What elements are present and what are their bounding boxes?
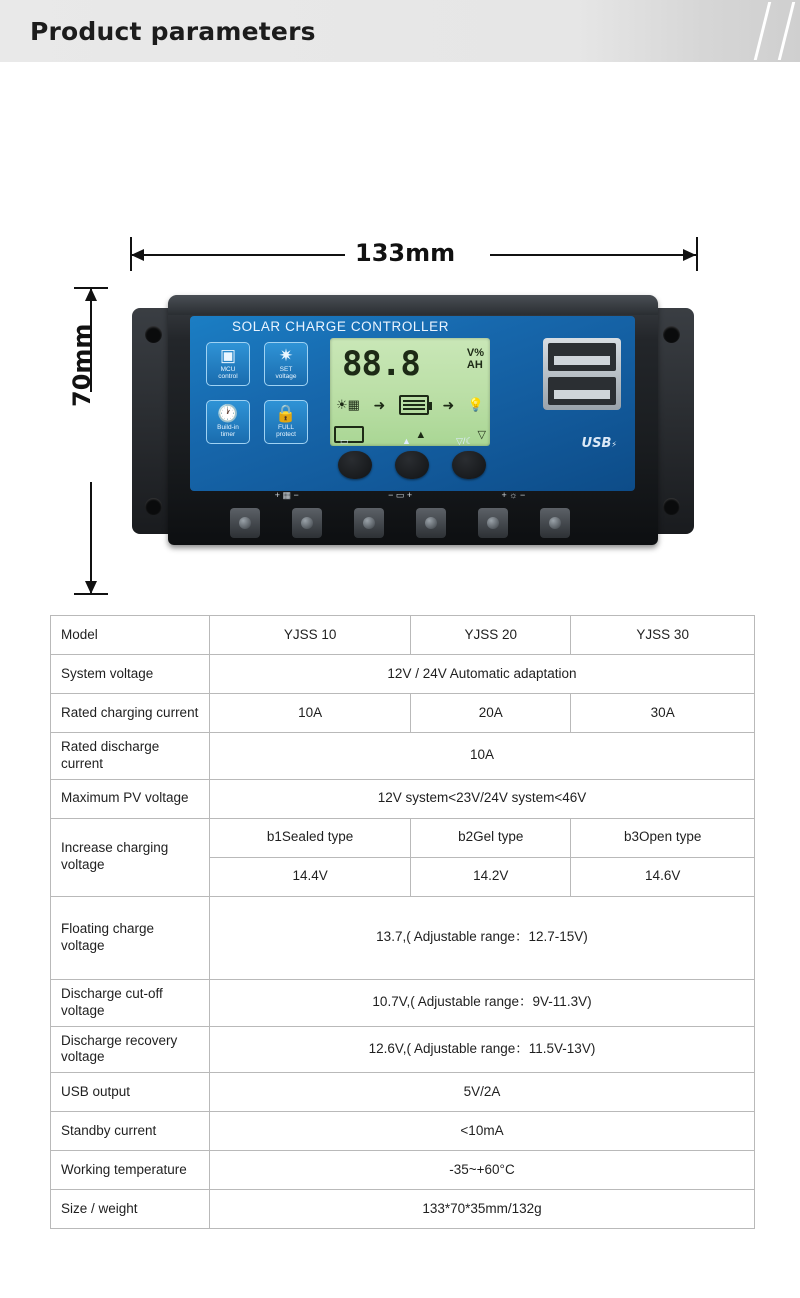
spec-value-cell: 13.7,( Adjustable range：12.7-15V) [210, 896, 755, 979]
full-protect-icon [264, 400, 308, 444]
width-dimension-line-left [130, 254, 345, 256]
button-cap-2: ▲ [402, 436, 411, 446]
width-dimension-line-right [490, 254, 698, 256]
spec-label-cell: Floating charge voltage [51, 896, 210, 979]
spec-label-cell: Rated charging current [51, 694, 210, 733]
spec-value-cell: 14.4V [210, 857, 411, 896]
terminal-screw [478, 508, 508, 538]
battery-icon [399, 395, 429, 415]
height-arrow-down-icon [85, 581, 97, 594]
spec-label-cell: Model [51, 616, 210, 655]
header-slash-decor-1 [754, 2, 771, 60]
table-row [51, 1151, 755, 1190]
build-in-timer-icon [206, 400, 250, 444]
spec-value-cell: YJSS 10 [210, 616, 411, 655]
spec-label-cell: Discharge cut-off voltage [51, 979, 210, 1026]
arrow-right-icon: ➜ [442, 396, 455, 413]
usb-label-text: USB [581, 436, 612, 451]
spec-value-cell: 5V/2A [210, 1073, 755, 1112]
terminal-markings [230, 490, 570, 501]
spec-label-cell: Discharge recovery voltage [51, 1026, 210, 1073]
height-dimension-line-bottom [90, 482, 92, 594]
spec-label-cell: USB output [51, 1073, 210, 1112]
specification-table-body [51, 616, 755, 1229]
terminal-mark-battery: − ▭ + [388, 490, 413, 500]
table-row [51, 1190, 755, 1229]
spec-label-cell: Increase charging voltage [51, 818, 210, 896]
height-label: 70mm [68, 323, 96, 407]
spec-value-cell: 12.6V,( Adjustable range：11.5V-13V) [210, 1026, 755, 1073]
lcd-display [330, 338, 490, 446]
spec-label-cell: Rated discharge current [51, 733, 210, 780]
terminal-mark-load: + ☼ − [501, 490, 526, 500]
width-label: 133mm [355, 239, 456, 267]
load-icon [334, 426, 364, 443]
solar-panel-icon: ☀▦ [336, 397, 360, 412]
terminal-screw [540, 508, 570, 538]
spec-value-cell: 14.6V [571, 857, 755, 896]
controller-top-bevel [168, 295, 658, 315]
spec-value-cell: 14.2V [411, 857, 571, 896]
spec-value-cell: 10A [210, 733, 755, 780]
page-title: Product parameters [30, 16, 316, 46]
lcd-units [467, 347, 484, 371]
spec-value-cell: YJSS 30 [571, 616, 755, 655]
spec-value-cell: 20A [411, 694, 571, 733]
button-cap-3: ▽/☾ [456, 436, 474, 446]
spec-value-cell: b2Gel type [411, 818, 571, 857]
table-row [51, 818, 755, 857]
screw-hole-icon [145, 498, 162, 515]
specification-table-wrap [50, 615, 755, 1229]
solar-charge-controller-image [130, 290, 696, 595]
table-row [51, 655, 755, 694]
width-arrow-right-icon [683, 249, 696, 261]
lamp-icon: 💡 [467, 397, 484, 412]
product-dimension-diagram [0, 62, 800, 602]
terminal-mark-solar: + ▦ − [274, 490, 299, 500]
spec-value-cell: 10.7V,( Adjustable range：9V-11.3V) [210, 979, 755, 1026]
screw-hole-icon [145, 326, 162, 343]
up-triangle-icon: ▲ [415, 428, 427, 441]
push-button-3 [452, 451, 486, 479]
button-cap-1: ▭ [340, 436, 349, 446]
spec-value-cell: 133*70*35mm/132g [210, 1190, 755, 1229]
table-row [51, 1026, 755, 1073]
spec-label-cell: Working temperature [51, 1151, 210, 1190]
screw-hole-icon [663, 498, 680, 515]
mcu-control-icon [206, 342, 250, 386]
terminal-screw [292, 508, 322, 538]
height-arrow-up-icon [85, 288, 97, 301]
push-button-2 [395, 451, 429, 479]
spec-value-cell: b3Open type [571, 818, 755, 857]
spec-value-cell: YJSS 20 [411, 616, 571, 655]
header-slash-decor-2 [778, 2, 795, 60]
set-voltage-label-line2: voltage [275, 372, 297, 380]
spec-label-cell: System voltage [51, 655, 210, 694]
timer-label-line2: timer [220, 430, 236, 438]
width-tick-right [696, 237, 698, 271]
usb-dual-port [543, 338, 621, 410]
spec-label-cell: Size / weight [51, 1190, 210, 1229]
mcu-glyph: ▣ [219, 346, 237, 365]
spec-label-cell: Standby current [51, 1112, 210, 1151]
controller-front-panel [190, 316, 635, 491]
usb-label [582, 436, 617, 451]
set-voltage-glyph: ✷ [278, 346, 294, 365]
spec-value-cell: -35~+60°C [210, 1151, 755, 1190]
spec-value-cell: <10mA [210, 1112, 755, 1151]
table-row [51, 694, 755, 733]
table-row [51, 896, 755, 979]
lcd-unit-bottom: AH [466, 359, 483, 371]
lcd-flow-row [336, 388, 484, 422]
set-voltage-icon [264, 342, 308, 386]
usb-label-mark: ⚡ [611, 440, 617, 449]
spec-value-cell: 12V system<23V/24V system<46V [210, 779, 755, 818]
arrow-right-icon: ➜ [373, 396, 386, 413]
terminal-strip [230, 505, 570, 541]
spec-value-cell: 10A [210, 694, 411, 733]
page-header [0, 0, 800, 62]
panel-title: SOLAR CHARGE CONTROLLER [232, 319, 450, 334]
protect-label-line1: FULL [278, 424, 294, 431]
spec-value-cell: 30A [571, 694, 755, 733]
screw-hole-icon [663, 326, 680, 343]
specification-table [50, 615, 755, 1229]
lcd-unit-top: V% [466, 347, 484, 359]
timer-glyph: 🕐 [217, 404, 239, 423]
timer-label-line1: Build-in [217, 424, 239, 431]
mcu-label-line2: control [218, 372, 238, 380]
table-row [51, 616, 755, 655]
protect-label-line2: protect [276, 430, 296, 438]
width-arrow-left-icon [131, 249, 144, 261]
spec-label-cell: Maximum PV voltage [51, 779, 210, 818]
spec-value-cell: b1Sealed type [210, 818, 411, 857]
terminal-screw [416, 508, 446, 538]
down-triangle-icon: ▽ [477, 429, 486, 441]
usb-port-top [548, 343, 616, 371]
lcd-digits: 88.8 [342, 344, 420, 384]
set-voltage-label-line1: SET [279, 366, 293, 373]
push-button-1 [338, 451, 372, 479]
table-row [51, 1112, 755, 1151]
lock-glyph: 🔒 [275, 404, 297, 423]
table-row [51, 733, 755, 780]
mcu-label-line1: MCU [220, 366, 236, 373]
table-row [51, 1073, 755, 1112]
terminal-screw [354, 508, 384, 538]
terminal-screw [230, 508, 260, 538]
usb-port-bottom [548, 377, 616, 405]
spec-value-cell: 12V / 24V Automatic adaptation [210, 655, 755, 694]
table-row [51, 779, 755, 818]
table-row [51, 979, 755, 1026]
